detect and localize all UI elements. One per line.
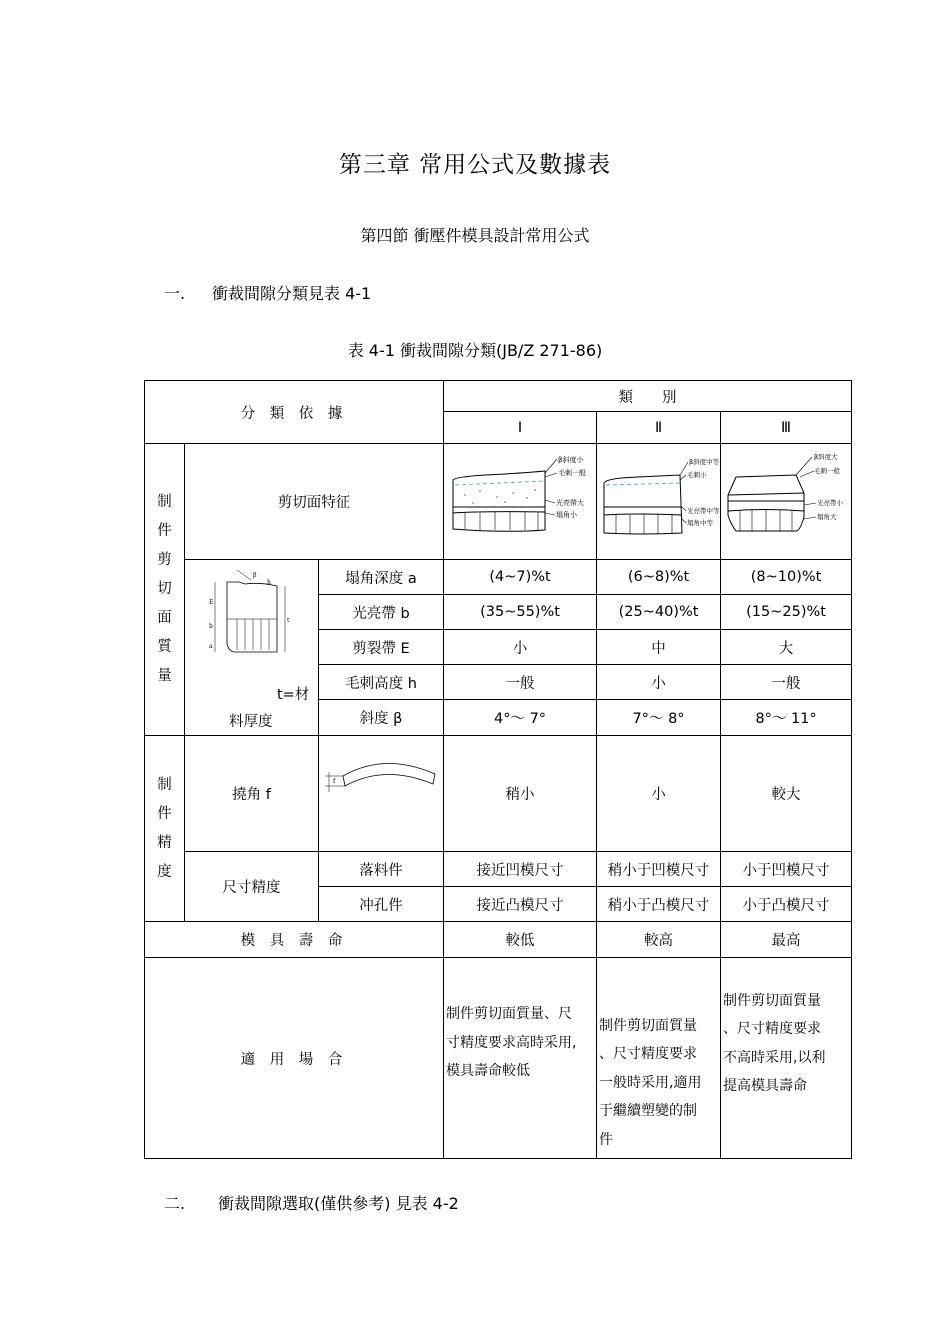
diagram-2-label-rollover: 塌角中等	[686, 518, 713, 527]
table-caption: 表 4-1 衝裁間隙分類(JB/Z 271-86)	[347, 341, 603, 360]
cut-surface-diagram-2	[597, 444, 721, 560]
burr-height-class-2: 小	[597, 665, 721, 700]
clearance-classification-table	[144, 380, 852, 1159]
row-label-bend: 撓角 f	[185, 736, 319, 852]
application-class-3: 制件剪切面質量 、尺寸精度要求 不高時采用,以利 提高模具壽命	[721, 958, 852, 1159]
cut-surface-diagram-1	[444, 444, 597, 560]
row-label-bright-band: 光亮帶 b	[319, 595, 444, 630]
bright-band-class-1: (35~55)%t	[444, 595, 597, 630]
item-2-text: 衝裁間隙選取(僅供參考) 見表 4-2	[218, 1194, 459, 1213]
die-life-class-1: 較低	[444, 922, 597, 958]
slope-class-3: 8°～ 11°	[721, 700, 852, 736]
class-2-header: Ⅱ	[597, 412, 721, 444]
bend-diagram-cell	[319, 736, 444, 852]
fracture-band-class-1: 小	[444, 630, 597, 665]
row-label-application: 適 用 場 合	[145, 958, 444, 1159]
rollover-class-1: (4~7)%t	[444, 560, 597, 595]
cut-surface-diagram-2-image	[598, 445, 720, 555]
diagram-1-label-burr: 毛刺一般	[558, 468, 587, 477]
chapter-title: 第三章 常用公式及數據表	[338, 152, 612, 178]
burr-height-class-3: 一般	[721, 665, 852, 700]
class-3-header: Ⅲ	[721, 412, 852, 444]
row-label-burr-height: 毛刺高度 h	[319, 665, 444, 700]
diagram-2-label-burr: 毛刺小	[686, 470, 707, 479]
item-1	[164, 281, 371, 304]
thickness-note-line-2: 料厚度	[229, 714, 273, 730]
diagram-3-label-bevel: β斜度大	[814, 452, 838, 461]
diagram-3-label-burr: 毛刺一般	[814, 466, 841, 475]
die-life-class-2: 較高	[597, 922, 721, 958]
rollover-class-3: (8~10)%t	[721, 560, 852, 595]
class-1-header: Ⅰ	[444, 412, 597, 444]
cut-surface-diagram-3-image	[722, 445, 850, 555]
rollover-class-2: (6~8)%t	[597, 560, 721, 595]
diagram-2-label-bevel: β斜度中等	[688, 457, 719, 466]
slope-class-1: 4°～ 7°	[444, 700, 597, 736]
row-label-rollover-depth: 塌角深度 a	[319, 560, 444, 595]
blanking-class-2: 稍小于凹模尺寸	[597, 852, 721, 887]
row-label-punching: 冲孔件	[319, 887, 444, 922]
diagram-1-label-rollover: 塌角小	[556, 510, 578, 519]
svg-text:a: a	[209, 643, 213, 650]
basis-header: 分 類 依 據	[145, 381, 444, 444]
blanking-class-1: 接近凹模尺寸	[444, 852, 597, 887]
category-header: 類 別	[444, 381, 852, 412]
item-2	[164, 1191, 459, 1214]
slope-class-2: 7°～ 8°	[597, 700, 721, 736]
application-class-2: 制件剪切面質量 、尺寸精度要求 一般時采用,適用 于繼續塑變的制 件	[597, 958, 721, 1159]
svg-text:b: b	[209, 623, 213, 630]
fracture-band-class-2: 中	[597, 630, 721, 665]
diagram-2-label-bright: 光亮帶中等	[686, 506, 720, 515]
row-label-slope: 斜度 β	[319, 700, 444, 736]
svg-text:E: E	[209, 599, 214, 606]
die-life-class-3: 最高	[721, 922, 852, 958]
bright-band-class-2: (25~40)%t	[597, 595, 721, 630]
section-schematic-image	[207, 564, 317, 664]
diagram-1-label-bright: 光亮帶大	[556, 498, 585, 507]
svg-text:t: t	[287, 617, 290, 624]
diagram-1-label-bevel: β斜度小	[558, 455, 584, 464]
bend-diagram-image	[321, 736, 441, 806]
bright-band-class-3: (15~25)%t	[721, 595, 852, 630]
fracture-band-class-3: 大	[721, 630, 852, 665]
diagram-3-label-bright: 光亮帶小	[817, 498, 844, 507]
blanking-class-3: 小于凹模尺寸	[721, 852, 852, 887]
row-label-die-life: 模 具 壽 命	[145, 922, 444, 958]
bend-class-1: 稍小	[444, 736, 597, 852]
row-label-fracture-band: 剪裂帶 E	[319, 630, 444, 665]
diagram-3-label-rollover: 塌角大	[817, 512, 837, 521]
burr-height-class-1: 一般	[444, 665, 597, 700]
part-accuracy-group: 制 件 精 度	[145, 736, 185, 922]
size-accuracy-label: 尺寸精度	[185, 852, 319, 922]
punching-class-2: 稍小于凸模尺寸	[597, 887, 721, 922]
svg-text:h: h	[267, 579, 271, 586]
cut-surface-diagram-3	[721, 444, 852, 560]
thickness-note-line-1: t=材	[277, 687, 310, 703]
section-title: 第四節 衝壓件模具設計常用公式	[360, 226, 590, 245]
cut-surface-diagram-1-image	[445, 445, 595, 555]
bend-class-2: 小	[597, 736, 721, 852]
bend-class-3: 較大	[721, 736, 852, 852]
svg-text:β: β	[253, 572, 257, 579]
cut-surface-quality-group: 制 件 剪 切 面 質 量	[145, 444, 185, 736]
item-1-text: 衝裁間隙分類見表 4-1	[212, 284, 372, 303]
punching-class-1: 接近凸模尺寸	[444, 887, 597, 922]
application-class-1: 制件剪切面質量、尺 寸精度要求高時采用, 模具壽命較低	[444, 958, 597, 1159]
row-label-blanking: 落料件	[319, 852, 444, 887]
section-feature-label: 剪切面特征	[185, 444, 444, 560]
punching-class-3: 小于凸模尺寸	[721, 887, 852, 922]
section-schematic-cell	[185, 560, 319, 736]
svg-text:f: f	[333, 778, 336, 785]
item-2-number: 二.	[164, 1194, 186, 1213]
item-1-number: 一.	[164, 284, 186, 303]
